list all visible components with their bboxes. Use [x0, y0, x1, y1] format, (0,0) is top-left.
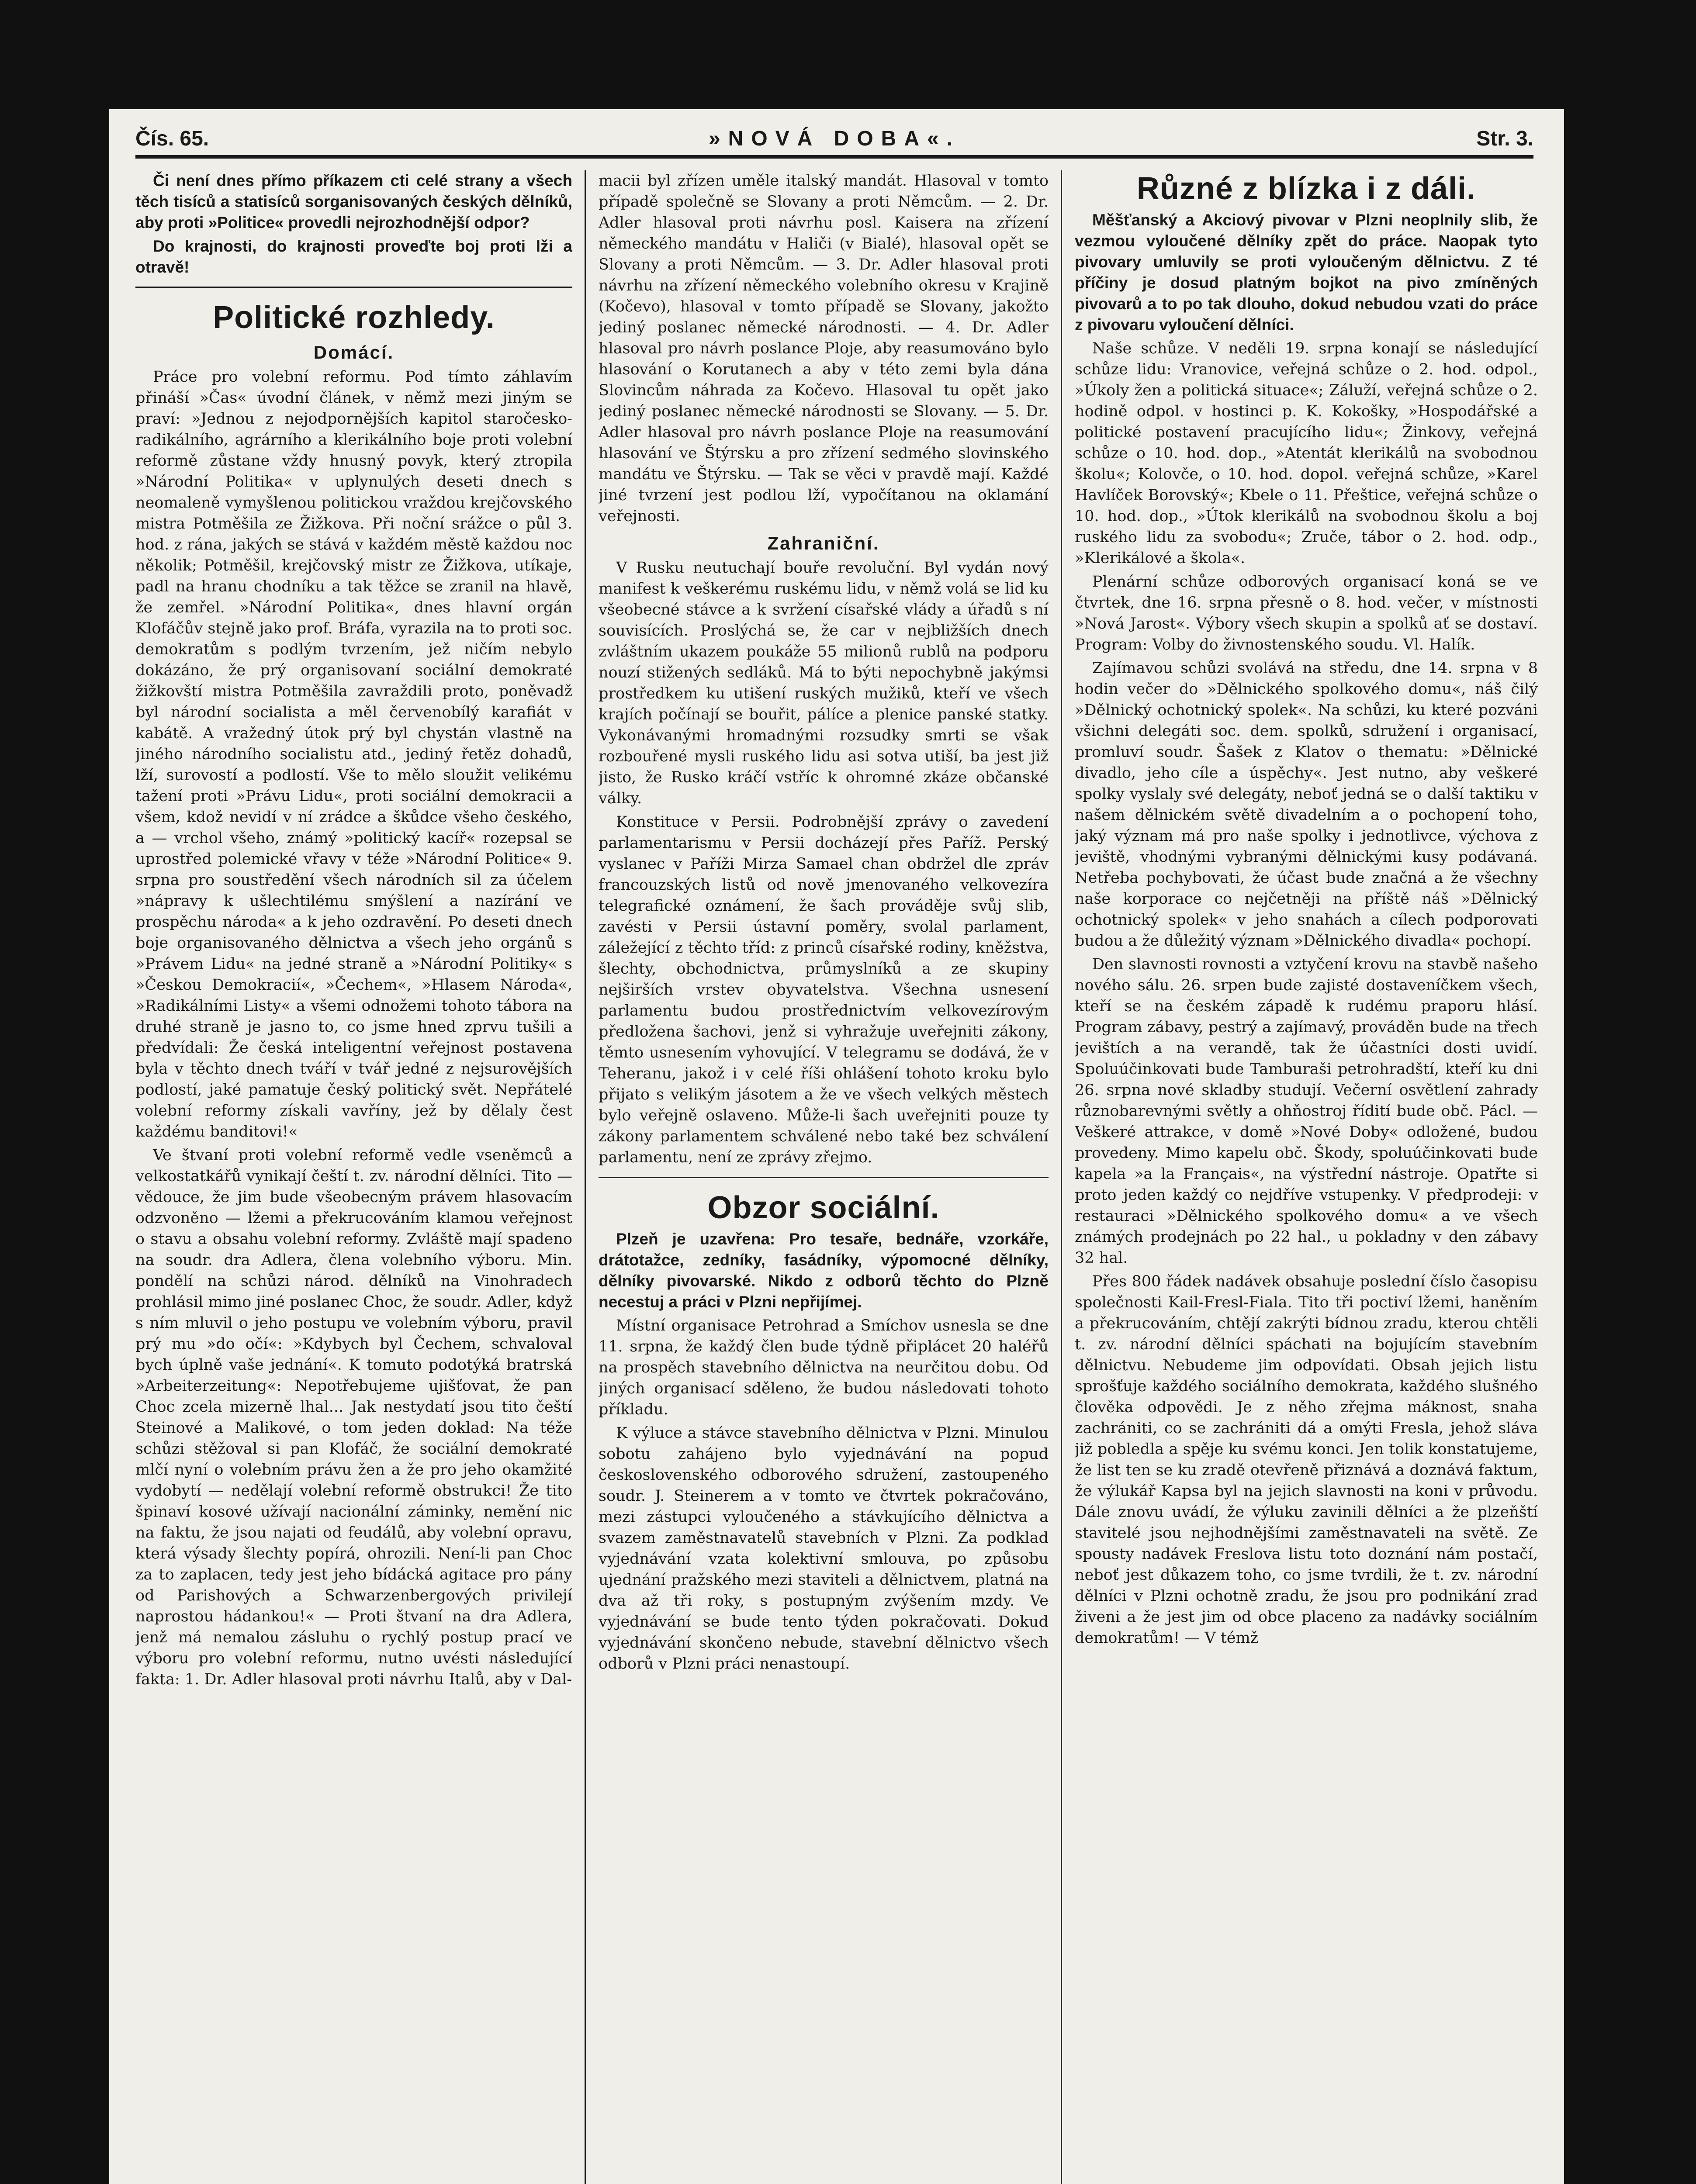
article-rusko: V Rusku neutuchají bouře revoluční. Byl vydán nový manifest k veškerému ruskému lidu, v němž volá se lid ku všeobecné stávce a k svržení císařské vlády a úřadů s ní souvisících. Proslýchá se, že car v nejbližších dnech zvláštním ukazem poukáže 55 milionů rublů na podporu nouzí stižených sedláků. Má to býti nepochybně jakýmsi prostředkem ku utišení ruských mužiků, kteří ve všech krajích počínají se bouřit, pálíce a plenice panské statky. Vykonávanými hromadnými rozsudky smrti se však rozbouřené mysli ruského lidu asi sotva utiší, ba jest již jisto, že Rusko kráčí vstříc k ohromné zkáze občanské války. [599, 559, 1049, 807]
article-vyluka-plzen: K výluce a stávce stavebního dělnictva v Plzni. Minulou sobotu zahájeno bylo vyjednávání na popud československého odborového sdružení, zastoupeného soudr. J. Steinerem a v tomto ve čtvrtek pokračováno, mezi zástupci vyloučeného a stávkujícího dělnictva a svazem zaměstnavatelů stavebních v Plzni. Za podklad vyjednávání vzata kolektivní smlouva, po způsobu ujednání pražského mezi staviteli a dělnictvem, platná na dva až tři roky, s postupným zvýšením mzdy. Ve vyjednávání se bude tento týden pokračovati. Dokud vyjednávání skončeno nebude, stavební dělnictvo všech odborů v Plzni práci nenastoupí. [599, 1424, 1049, 1673]
lead-plzen-uzavrena: Plzeň je uzavřena: Pro tesaře, bednáře, vzorkáře, drátotažce, zedníky, fasádníky, výpomocné dělníky, dělníky pivovarské. Nikdo z odborů těchto do Plzně necestuj a práci v Plzni nepřijímej. [599, 1230, 1049, 1311]
section-title-ruzne: Různé z blízka i z dáli. [1136, 171, 1476, 206]
article-petrohrad-smichov: Místní organisace Petrohrad a Smíchov usnesla se dne 11. srpna, že každý člen bude týdně připlácet 20 haléřů na prospěch stavebního dělnictva na neurčitou dobu. Od jiných organisací sděleno, že budou následovati tohoto příkladu. [599, 1317, 1049, 1418]
article-continuation: macii byl zřízen uměle italský mandát. Hlasoval v tomto případě společně se Slovany a proti Němcům. — 2. Dr. Adler hlasoval proti návrhu posl. Kaisera na zřízení německého mandátu v Haliči (v Bialé), hlasoval opět se Slovany a proti Němcům. — 3. Dr. Adler hlasoval proti návrhu na zřízení německého volebního okresu v Krajině (Kočevo), hlasoval v tomto případě se Slovany, jakožto jediný poslanec německé národnosti. — 4. Dr. Adler hlasoval pro návrh poslance Ploje, aby reasumováno bylo hlasování o Korutanech a aby v této zemi byla dána Slovincům náhrada za Kočevo. Hlasoval tu opět jako jediný poslanec německé národnosti se Slovany. — 5. Dr. Adler hlasoval pro návrh poslance Ploje na reasumování hlasování ve Štýrsku a pro zřízení sedmého slovinského mandátu ve Štýrsku. — Tak se věci v pravdě mají. Každé jiné tvrzení jest podlou lží, vypočítanou na oklamání veřejnosti. [599, 172, 1049, 525]
paper-title: »NOVÁ DOBA«. [708, 127, 961, 150]
intro-paragraph: Či není dnes přímo příkazem cti celé strany a všech těch tisíců a statisíců sorganisovaných českých dělníků, aby proti »Politice« provedli nejrozhodnější odpor? [135, 172, 572, 232]
section-title-obzor-socialni: Obzor sociální. [707, 1190, 940, 1225]
article-persie: Konstituce v Persii. Podrobnější zprávy o zavedení parlamentarismu v Persii docházejí přes Paříž. Perský vyslanec v Paříži Mirza Samael chan obdržel dle zpráv francouzských listů od nově jmenovaného velkovezíra telegrafické oznámení, že šach prováděje svůj slib, zavésti v Persii ústavní poměry, svolal parlament, záležející z těchto tříd: z princů císařské rodiny, kněžstva, šlechty, obchodnictva, průmyslníků a ze skupiny nejširších vrstev obyvatelstva. Všechna usnesení parlamentu budou prostřednictvím velkovezírovým předložena šachovi, jenž si vyhražuje uveřejniti zákony, těmto usnesením vyhovující. V telegramu se dodává, že v Teheranu, jakož i v celé říši ohlášení tohoto kroku bylo přijato s velikým jásotem a že ve všech velkých městech bylo veřejně oslaveno. Může-li šach uveřejniti pouze ty zákony parlamentem schválené nebo také bez schválení parlamentu, není ze zprávy zřejmo. [599, 813, 1049, 1166]
article-volebni-reforma: Práce pro volební reformu. Pod tímto záhlavím přináší »Čas« úvodní článek, v němž mezi jiným se praví: »Jednou z nejodpornějších kapitol staročesko-radikálního, agrárního a klerikálního boje proti volební reformě zůstane vždy hnusný povyk, který ztropila »Národní Politika« v uplynulých deseti dnech s neomaleně vymyšlenou politickou vraždou krejčovského mistra Potměšila ze Žižkova. Při noční srážce o půl 3. hod. z rána, jakých se stává v každém městě každou noc několik; Potměšil, krejčovský mistr ze Žižkova, utíkaje, padl na hranu chodníku a tak těžce se zranil na hlavě, že zemřel. »Národní Politika«, dnes hlavní orgán Klofáčův stejně jako prof. Bráfa, vyrazila na to proti soc. demokratům s podlým tvrzením, jež ničím nebylo dokázáno, že prý organisovaní sociální demokraté žižkovští mistra Potměšila zavraždili proto, poněvadž byl národní socialista a měl červenobílý karafiát v kabátě. A vražedný útok prý byl chystán vlastně na jiného národního socialistu atd., jediný řetěz dohadů, lží, surovostí a podlostí. Vše to mělo sloužit velikému tažení proti »Právu Lidu«, proti sociální demokracii a všem, kdož nevidí v ní zrádce a škůdce všeho českého, a — vrchol všeho, známý »politický kacíř« rozepsal se uprostřed polemické vřavy v téže »Národní Politice« 9. srpna pro soustředění všech národních sil za účelem »nápravy k ušlechtilému smýšlení a nazírání ve prospěchu národa« a k jeho ozdravění. Po deseti dnech boje organisovaného dělnictva a všech jeho orgánů s »Právem Lidu« na jedné straně a »Národní Politiky« s »Českou Demokracií«, »Čechem«, »Hlasem Národa«, »Radikálními Listy« a všemi odnožemi tohoto tábora na druhé straně je jasno to, co jsme hned zprvu tušili a předvídali: Že česká inteligentní veřejnost postavena byla v těchto dnech tváří v tvář jedné z nejsurovějších podlostí, jaké pamatuje český politický svět. Nepřátelé volební reformy získali vavříny, jež by dělaly čest každému banditovi!« [135, 368, 572, 1140]
article-stvani-proti-reforme: Ve štvaní proti volební reformě vedle vseněmců a velkostatkářů vynikají čeští t. zv. národní dělníci. Tito — vědouce, že jim bude všeobecným právem hlasovacím odzvoněno — lžemi a překrucováním klamou veřejnost o stavu a obsahu volební reformy. Zvláště mají spadeno na soudr. dra Adlera, člena volebního výboru. Min. pondělí na schůzi národ. dělníků na Vinohradech prohlásil mimo jiné poslanec Choc, že soudr. Adler, když s ním mluvil o jeho postupu ve volebním výboru, pravil prý mu »do očí«: »Kdybych byl Čechem, schvaloval bych úplně vaše jednání«. K tomuto podotýká bratrská »Arbeiterzeitung«: Nepotřebujeme ujišťovat, že pan Choc zcela mizerně lhal... Jak nestydatí jsou tito čeští Steinové a Malikové, o tom jeden doklad: Na téže schůzi stěžoval si pan Klofáč, že sociální demokraté mlčí nyní o volebním právu žen a že pro jeho okamžité vydobytí — nedělají volební reformě obstrukci! Že tito špinaví kosové užívají nacionální záminky, nemění nic na faktu, že jsou najati od feudálů, aby volební opravu, která výsady šlechty popírá, ohrozili. Není-li pan Choc za to zaplacen, tedy jest jeho bídácká agitace pro pány od Parishových a Schwarzenbergových privilejí naprostou hádankou!« — Proti štvaní na dra Adlera, jenž má nemalou zásluhu o rychlý postup prací ve výboru pro volební reformu, nutno uvésti následující fakta: 1. Dr. Adler hlasoval proti návrhu Italů, aby v Dal- [135, 1147, 572, 1688]
issue-number: Čís. 65. [135, 127, 209, 150]
article-plenarni-schuze: Plenární schůze odborových organisací koná se ve čtvrtek, dne 16. srpna přesně o 8. hod. večer, v místnosti »Nová Jarost«. Výbory všech skupin a spolků ať se dostaví. Program: Volby do živnostenského soudu. Vl. Halík. [1075, 573, 1538, 653]
lead-pivovar: Měšťanský a Akciový pivovar v Plzni neoplnily slib, že vezmou vyloučené dělníky zpět do práce. Naopak tyto pivovary umluvily se proti vyloučeným dělnictvu. Z té příčiny je dosud platným bojkot na pivo zmíněných pivovarů a to po tak dlouho, dokud nebudou vzati do práce z pivovaru vyloučení dělníci. [1075, 211, 1538, 334]
article-800-radek: Přes 800 řádek nadávek obsahuje poslední číslo časopisu společnosti Kail-Fresl-Fiala. Tito tři poctiví lžemi, haněním a překrucováním, chtějí zakrýti bídnou zradu, kterou chtěli t. zv. národní dělníci spáchati na bojujícím stavebním dělnictvu. Nebudeme jim odpovídati. Obsah jejich listu sprošťuje každého sociálního demokrata, každého slušného člověka odpovědi. Je z něho zřejma máknost, snaha zachrániti, co se zachrániti dá a omýti Fresla, jehož sláva již pobledla a spěje ku svému konci. Jen tolik konstatujeme, že list ten se ku zradě otevřeně přiznává a doznává faktum, že výlukář Kapsa byl na jejich slavnosti na koni v průvodu. Dále znovu uvádí, že výluku zavinili dělníci a že plzeňští stavitelé jsou nejhodnějšími zaměstnavateli na světě. Ze spousty nadávek Freslova listu toto doznání nám postačí, neboť jest důkazem toho, co jsme tvrdili, že t. zv. národní dělníci v Plzni ochotně zradu, že jsou pro podnikání zrad živeni a že jest jim od obce placeno za nadávky sociálním demokratům! — V témž [1075, 1273, 1538, 1647]
separator [135, 287, 572, 288]
page-number: Str. 3. [1476, 127, 1533, 150]
newspaper-page [109, 109, 1564, 2184]
column-2 [599, 170, 1049, 2184]
header-rule [135, 155, 1533, 159]
separator [599, 1177, 1049, 1178]
subhead-domaci: Domácí. [313, 342, 395, 363]
column-3 [1075, 170, 1538, 2184]
column-divider [1061, 170, 1062, 2184]
intro-paragraph-2: Do krajnosti, do krajnosti proveďte boj proti lži a otravě! [135, 237, 572, 276]
article-den-slavnosti: Den slavnosti rovnosti a vztyčení krovu na stavbě našeho nového sálu. 26. srpen bude zajisté dostaveníčkem všech, kteří se na českém západě k rudému praporu hlásí. Program zábavy, pestrý a zajímavý, prováděn bude na třech jevištích a na verandě, tak že účastníci dosti uvidí. Spoluúčinkovati bude Tamburaši petrohradští, kteří ku dni 26. srpna nové skladby studují. Večerní osvětlení zahrady různobarevnými světly a ohňostroj řídití bude obč. Pácl. — Veškeré attrakce, v domě »Nové Doby« odložené, budou provedeny. Mimo kapelu obč. Škody, spoluúčinkovati bude kapela »a la Français«, na výstřední nástroje. Opatřte si proto jeden každý co nejdříve vstupenky. V předprodeji: v restauraci »Dělnického spolkového domu« a ve všech známých prodejnách po 22 hal., u pokladny v den zábavy 32 hal. [1075, 956, 1538, 1267]
article-nase-schuze: Naše schůze. V neděli 19. srpna konají se následující schůze lidu: Vranovice, veřejná schůze o 2. hod. odpol., »Úkoly žen a politická situace«; Záluží, veřejná schůze o 2. hodině odpol. v hostinci p. K. Kokošky, »Hospodářské a politické postavení pracujícího lidu«; Žinkovy, veřejná schůze o 10. hod. dop., »Atentát klerikálů na svobodnou školu«; Kolovče, o 10. hod. dopol. veřejná schůze, »Karel Havlíček Borovský«; Kbele o 11. Přeštice, veřejná schůze o 10. hod. dop., »Útok klerikálů na svobodnou školu a boj ruského lidu za svobodu«; Zruče, tábor o 2. hod. odp., »Klerikálové a škola«. [1075, 340, 1538, 567]
section-title-politicke-rozhledy: Politické rozhledy. [213, 300, 495, 335]
article-zajimava-schuze: Zajímavou schůzi svolává na středu, dne 14. srpna v 8 hodin večer do »Dělnického spolkového domu«, náš čilý »Dělnický ochotnický spolek«. Na schůzi, ku které pozváni všichni delegáti soc. dem. spolků, sdružení i organisací, promluví soudr. Šašek z Klatov o thematu: »Dělnické divadlo, jeho cíle a úspěchy«. Jest nutno, aby veškeré spolky vyslaly své delegáty, neboť jedná se o další taktiku v našem dělnickém světě divadelním a o pochopení toho, jaký význam má pro naše spolky i jednotlivce, výchova z jeviště, vhodnými vybranými dělnickými kusy podávaná. Netřeba pochybovati, že účast bude značná a že všechny naše korporace co nejčetněji na příště náš »Dělnický ochotnický spolek« v jeho snahách a cílech podporovati budou a že důležitý význam »Dělnického divadla« pochopí. [1075, 660, 1538, 950]
column-divider [585, 170, 586, 2184]
subhead-zahranicni: Zahraniční. [767, 533, 880, 553]
column-1 [135, 170, 572, 2184]
